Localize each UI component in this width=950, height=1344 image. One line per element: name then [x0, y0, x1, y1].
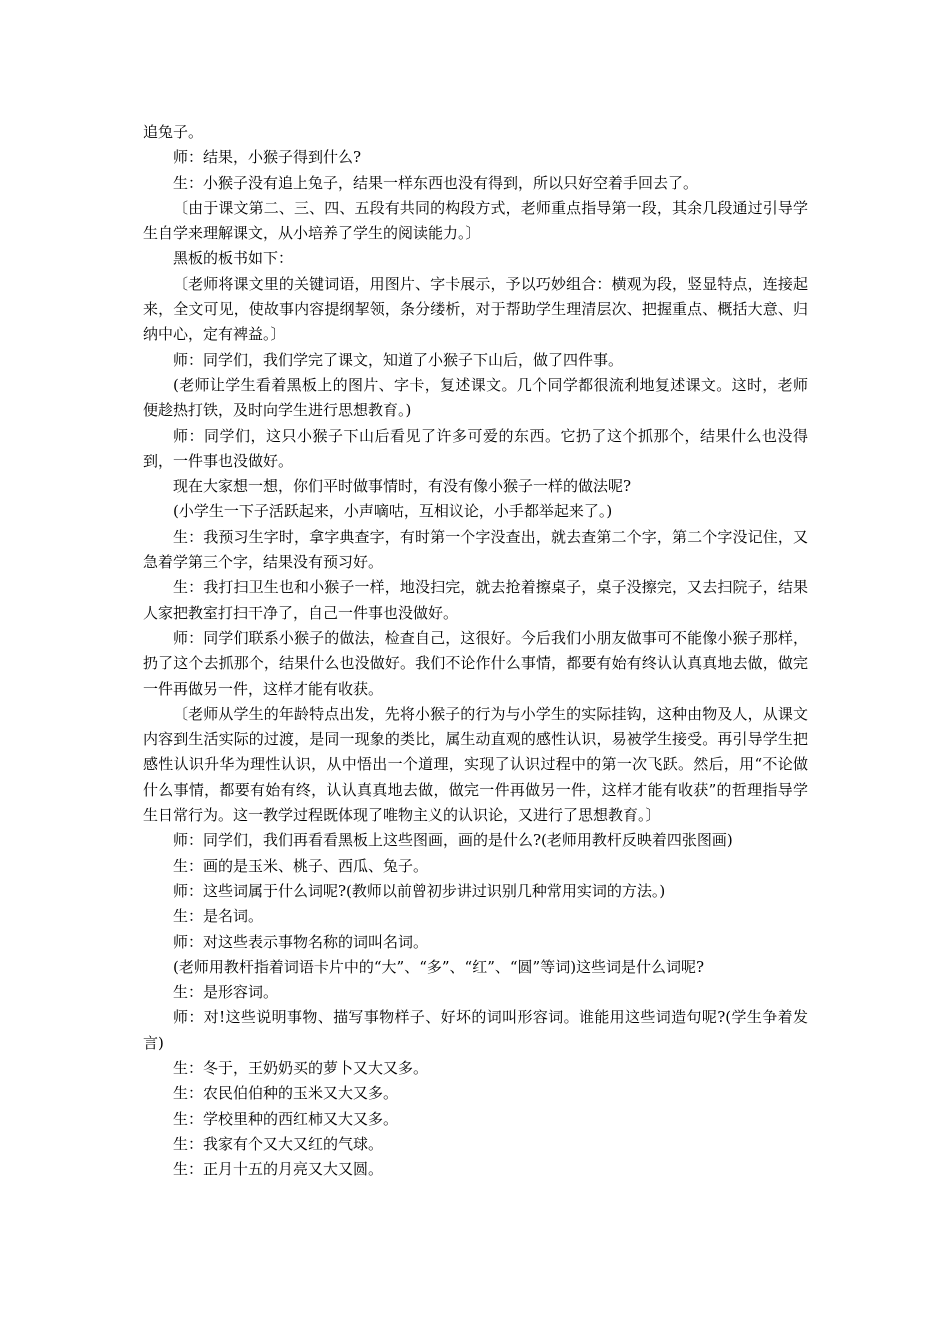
paragraph-teacher: 师：这些词属于什么词呢?(教师以前曾初步讲过识别几种常用实词的方法。) — [173, 881, 666, 900]
paragraph-commentary: 〔老师从学生的年龄特点出发，先将小猴子的行为与小学生的实际挂钩，这种由物及人，从课文内容到生活实际的过渡，是同一现象的类比，属生动直观的感性认识，易被学生接受。再引导学生把感性认识升华为理性认识，从中悟出一个道理，实现了认识过程中的第一次飞跃。然后，用“不论做什么事情，都要有始有终，认认真真地去做，做完一件再做另一件，这样才能有收获”的哲理指导学生日常行为。这一教学过程既体现了唯物主义的认识论，又进行了思想教育。〕 — [143, 704, 808, 825]
paragraph-stage-note: (老师用教杆指着词语卡片中的“大”、“多”、“红”、“圆”等词)这些词是什么词呢? — [173, 957, 705, 976]
paragraph-student: 生：冬于，王奶奶买的萝卜又大又多。 — [173, 1058, 429, 1077]
paragraph-student: 生：农民伯伯种的玉米又大又多。 — [173, 1084, 399, 1103]
paragraph-teacher: 师：同学们，我们再看看黑板上这些图画，画的是什么?(老师用教杆反映着四张图画) — [173, 831, 733, 850]
paragraph-student: 生：我预习生字时，拿字典查字，有时第一个字没查出，就去查第二个字，第二个字没记住，又急着学第三个字，结果没有预习好。 — [143, 527, 808, 572]
paragraph-student-answer: 生：小猴子没有追上兔子，结果一样东西也没有得到，所以只好空着手回去了。 — [173, 173, 699, 192]
paragraph-continuation: 追兔子。 — [143, 123, 204, 141]
paragraph-stage-note: (老师让学生看着黑板上的图片、字卡，复述课文。几个同学都很流利地复述课文。这时，老师便趁热打铁，及时向学生进行思想教育。) — [143, 375, 808, 420]
document-page — [143, 120, 808, 1182]
paragraph-commentary: 〔老师将课文里的关键词语，用图片、字卡展示，予以巧妙组合：横观为段，竖显特点，连接起来，全文可见，使故事内容提纲挈领，条分缕析，对于帮助学生理清层次、把握重点、概括大意、归纳中心，定有裨益。〕 — [143, 274, 808, 344]
paragraph-student: 生：我家有个又大又红的气球。 — [173, 1134, 384, 1153]
paragraph-student: 生：是形容词。 — [173, 983, 279, 1002]
paragraph-teacher-question: 师：结果，小猴子得到什么? — [173, 148, 362, 167]
paragraph-student: 生：画的是玉米、桃子、西瓜、兔子。 — [173, 856, 429, 875]
paragraph-teacher: 师：同学们联系小猴子的做法，检查自己，这很好。今后我们小朋友做事可不能像小猴子那样，扔了这个去抓那个，结果什么也没做好。我们不论作什么事情，都要有始有终认认真真地去做，做完一件再做另一件，这样才能有收获。 — [143, 628, 808, 698]
paragraph-question: 现在大家想一想，你们平时做事情时，有没有像小猴子一样的做法呢? — [173, 477, 632, 496]
paragraph-teacher: 师：对!这些说明事物、描写事物样子、好坏的词叫形容词。谁能用这些词造句呢?(学生争着发言) — [143, 1008, 808, 1052]
paragraph-student: 生：正月十五的月亮又大又圆。 — [173, 1160, 384, 1179]
paragraph-student: 生：我打扫卫生也和小猴子一样，地没扫完，就去抢着擦桌子，桌子没擦完，又去扫院子，结果人家把教室打扫干净了，自己一件事也没做好。 — [143, 578, 808, 622]
paragraph-teacher: 师：同学们，这只小猴子下山后看见了许多可爱的东西。它扔了这个抓那个，结果什么也没得到，一件事也没做好。 — [143, 426, 808, 470]
paragraph-teacher: 师：对这些表示事物名称的词叫名词。 — [173, 932, 429, 951]
paragraph-stage-note: (小学生一下子活跃起来，小声嘀咕，互相议论，小手都举起来了。) — [173, 502, 613, 521]
paragraph-student: 生：学校里种的西红柿又大又多。 — [173, 1109, 399, 1128]
paragraph-blackboard-heading: 黑板的板书如下： — [173, 249, 294, 268]
paragraph-student: 生：是名词。 — [173, 907, 264, 926]
paragraph-teacher: 师：同学们，我们学完了课文，知道了小猴子下山后，做了四件事。 — [173, 350, 624, 369]
paragraph-commentary: 〔由于课文第二、三、四、五段有共同的构段方式，老师重点指导第一段，其余几段通过引导学生自学来理解课文，从小培养了学生的阅读能力。〕 — [143, 198, 808, 243]
